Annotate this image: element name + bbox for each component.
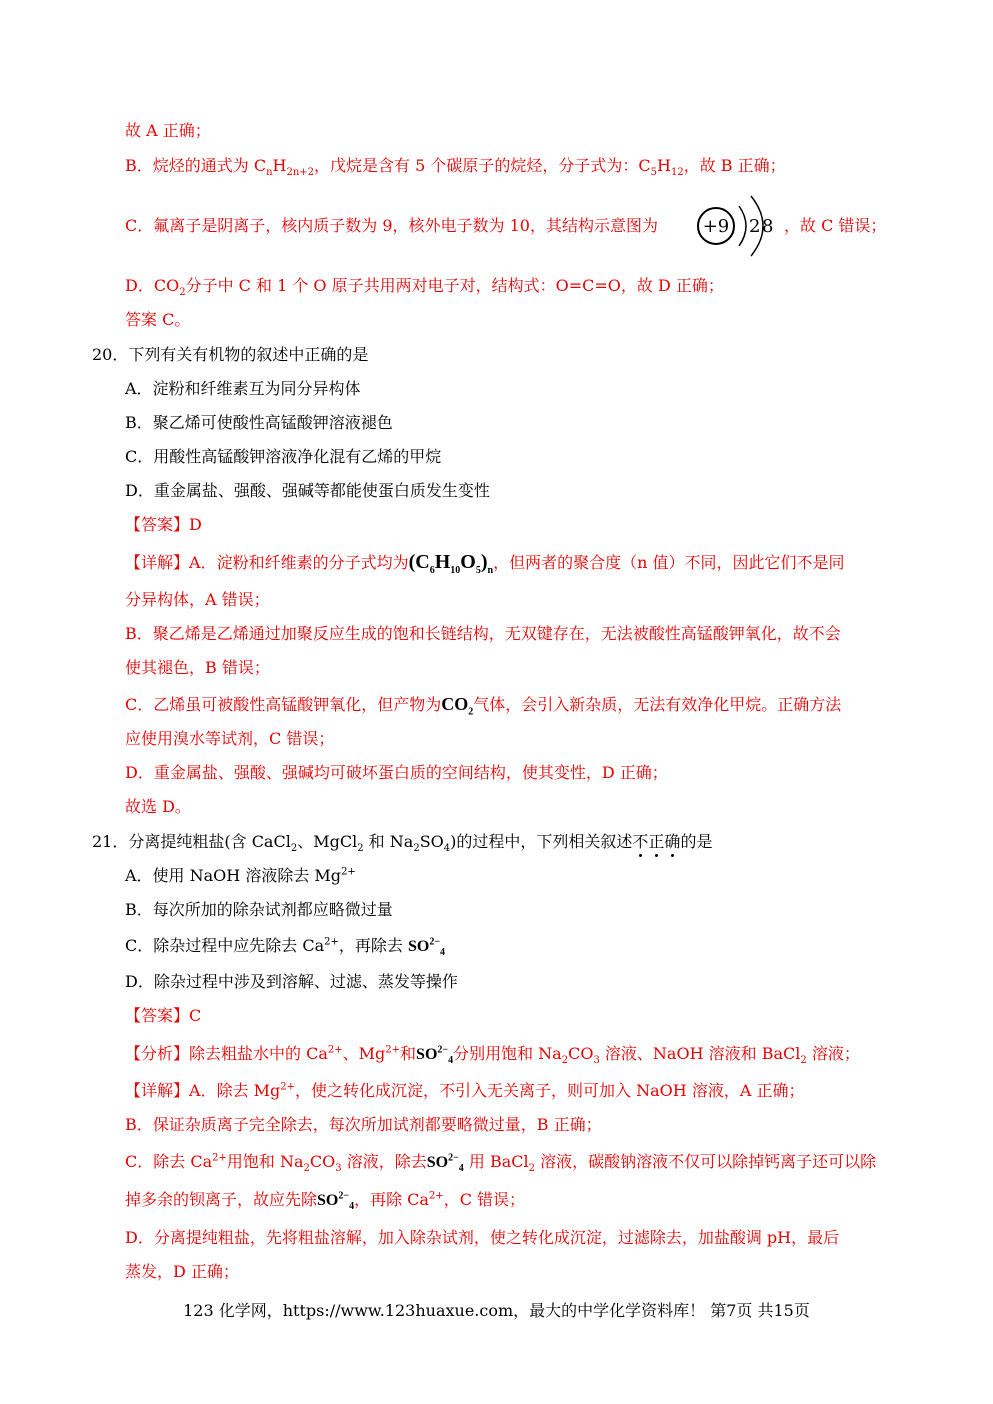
- q19-answer: 答案 C。: [125, 310, 191, 329]
- sulfate-formula: $SO^{2-}_4$: [416, 1044, 454, 1067]
- q19-option-c-end: ，故 C 错误；: [784, 216, 887, 235]
- q19-a-conclusion: 故 A 正确；: [125, 121, 211, 140]
- shell-1-electrons: 2: [749, 216, 761, 237]
- q21-answer: 【答案】C: [125, 1006, 202, 1025]
- q20-detail-b-line1: B．聚乙烯是乙烯通过加聚反应生成的饱和长链结构，无双键存在，无法被酸性高锰酸钾氧化，故不会: [125, 624, 841, 643]
- q20-detail-b-line2: 使其褪色，B 错误；: [125, 658, 270, 677]
- q21-detail-d-line2: 蒸发，D 正确；: [125, 1262, 239, 1281]
- q21-detail-a: 【详解】A．除去 $Mg^{2+}$，使之转化成沉淀，不引入无关离子，则可加入 NaOH 溶液，A 正确；: [125, 1081, 805, 1100]
- shell-2-electrons: 8: [762, 216, 774, 237]
- q20-option-d: D．重金属盐、强酸、强碱等都能使蛋白质发生变性: [125, 481, 490, 500]
- co2-formula: $CO_2$: [441, 694, 474, 718]
- q20-option-c: C．用酸性高锰酸钾溶液净化混有乙烯的甲烷: [125, 447, 442, 466]
- q20-detail-a-line2: 分异构体，A 错误；: [125, 590, 270, 609]
- q21-option-d: D．除杂过程中涉及到溶解、过滤、蒸发等操作: [125, 972, 458, 991]
- q21-detail-d-line1: D．分离提纯粗盐，先将粗盐溶解，加入除杂试剂，使之转化成沉淀，过滤除去，加盐酸调 pH，最后: [125, 1228, 840, 1247]
- q20-option-a: A．淀粉和纤维素互为同分异构体: [125, 379, 361, 398]
- q21-option-b: B．每次所加的除杂试剂都应略微过量: [125, 900, 393, 919]
- q20-conclusion: 故选 D。: [125, 797, 191, 816]
- q20-detail-c-line2: 应使用溴水等试剂，C 错误；: [125, 729, 335, 748]
- q19-option-d-explanation: D．$CO_2$分子中 C 和 1 个 O 原子共用两对电子对，结构式：O=C=O，故 D 正确；: [125, 276, 724, 299]
- q20-detail-c-line1: C．乙烯虽可被酸性高锰酸钾氧化，但产物为$CO_2$气体，会引入新杂质，无法有效净化甲烷。正确方法: [125, 694, 842, 718]
- q21-analysis: 【分析】除去粗盐水中的 $Ca^{2+}$、$Mg^{2+}$和$SO^{2-}_4$分别用饱和 $Na_2CO_3$ 溶液、NaOH 溶液和 BaCl$_2$ 溶液；: [125, 1044, 860, 1067]
- nucleus-charge: +9: [702, 216, 730, 237]
- q21-stem: 21．分离提纯粗盐(含 CaCl$_2$、MgCl$_2$ 和 $Na_2SO_4$)的过程中，下列相关叙述不正确的是: [92, 832, 713, 855]
- sulfate-formula: $SO^{2-}_4$: [317, 1190, 355, 1213]
- q20-answer: 【答案】D: [125, 515, 202, 534]
- q20-detail-a-line1: 【详解】A．淀粉和纤维素的分子式均为$(C_6H_{10}O_5)_n$，但两者的聚合度（n 值）不同，因此它们不是同: [125, 551, 845, 576]
- q19-option-b-explanation: B．烷烃的通式为 $C_nH_{2n+2}$，戊烷是含有 5 个碳原子的烷烃，分子式为：$C_5H_{12}$，故 B 正确；: [125, 156, 786, 179]
- q20-stem: 20．下列有关有机物的叙述中正确的是: [92, 345, 369, 364]
- q21-detail-c-line1: C．除去 $Ca^{2+}$用饱和 $Na_2CO_3$ 溶液，除去$SO^{2-}_4$ 用 BaCl$_2$ 溶液，碳酸钠溶液不仅可以除掉钙离子还可以除: [125, 1152, 877, 1175]
- q20-detail-d: D．重金属盐、强酸、强碱均可破坏蛋白质的空间结构，使其变性，D 正确；: [125, 763, 668, 782]
- q19-option-c-explanation: C．氟离子是阴离子，核内质子数为 9，核外电子数为 10，其结构示意图为: [125, 216, 658, 235]
- q21-detail-c-line2: 掉多余的钡离子，故应先除$SO^{2-}_4$，再除 $Ca^{2+}$，C 错误；: [125, 1190, 526, 1213]
- page-footer: 123 化学网，https://www.123huaxue.com，最大的中学化学资料库！ 第7页 共15页: [183, 1301, 810, 1320]
- fluoride-ion-structure-diagram: [695, 190, 785, 262]
- q21-option-c: C．除杂过程中应先除去 $Ca^{2+}$，再除去 $SO^{2-}_4$: [125, 936, 446, 959]
- electron-shell-1: [739, 206, 746, 246]
- sulfate-formula: $SO^{2-}_4$: [407, 936, 446, 959]
- q21-option-a: A．使用 NaOH 溶液除去 $Mg^{2+}$: [125, 866, 356, 885]
- sulfate-formula: $SO^{2-}_4$: [426, 1152, 464, 1175]
- q20-option-b: B．聚乙烯可使酸性高锰酸钾溶液褪色: [125, 413, 393, 432]
- starch-formula: $(C_6H_{10}O_5)_n$: [408, 551, 494, 576]
- q21-detail-b: B．保证杂质离子完全除去，每次所加试剂都要略微过量，B 正确；: [125, 1115, 602, 1134]
